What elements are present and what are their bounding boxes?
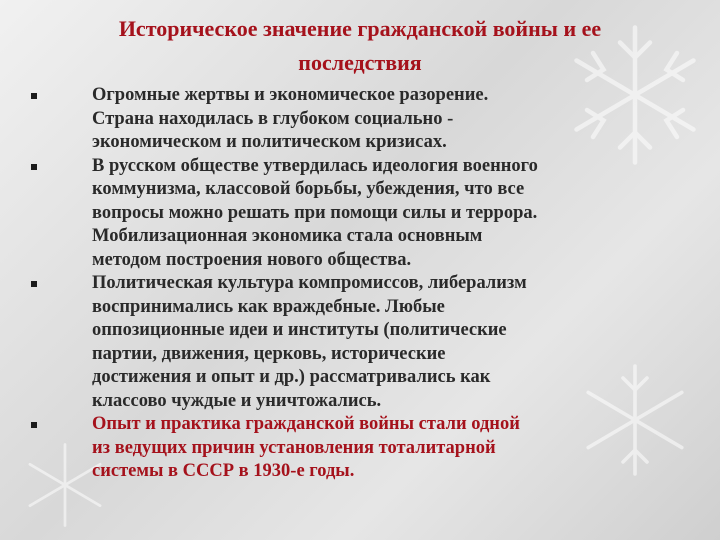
slide-title-line: последствия — [298, 50, 422, 75]
bullet-text-line: системы в СССР в 1930-е годы. — [92, 461, 355, 481]
bullet-text-line: Мобилизационная экономика стала основным — [92, 226, 483, 246]
bullet-text-line: экономическом и политическом кризисах. — [92, 132, 447, 152]
square-bullet-icon — [31, 93, 37, 99]
bullet-item-war-communism-ideology — [28, 155, 696, 273]
square-bullet-icon — [31, 164, 37, 170]
bullet-item-economic-ruin — [28, 84, 696, 155]
bullet-text-line: методом построения нового общества. — [92, 249, 412, 270]
bullet-item-totalitarian-system — [28, 413, 696, 484]
bullet-text-line: вопросы можно решать при помощи силы и террора. — [92, 202, 538, 223]
bullet-text-line: оппозиционные идеи и институты (политические — [92, 320, 507, 340]
slide-title — [30, 12, 690, 80]
square-bullet-icon — [31, 281, 37, 287]
bullet-list — [28, 84, 696, 484]
bullet-text-line: Страна находилась в глубоком социально - — [92, 108, 454, 129]
bullet-text-line: партии, движения, церковь, исторические — [92, 343, 446, 364]
slide-title-line: Историческое значение гражданской войны и ее — [118, 16, 602, 41]
bullet-text-line: достижения и опыт и др.) рассматривались как — [92, 367, 491, 387]
bullet-text-line: воспринимались как враждебные. Любые — [92, 296, 445, 317]
bullet-text-line: Политическая культура компромиссов, либерализм — [92, 273, 527, 293]
bullet-text-line: В русском обществе утвердилась идеология военного — [92, 155, 538, 176]
bullet-text-line: коммунизма, классовой борьбы, убеждения, что все — [92, 179, 525, 199]
bullet-text-line: Опыт и практика гражданской войны стали одной — [92, 414, 520, 434]
bullet-item-political-culture — [28, 272, 696, 413]
bullet-text-line: классово чуждые и уничтожались. — [92, 390, 382, 411]
square-bullet-icon — [31, 422, 37, 428]
bullet-text-line: из ведущих причин установления тоталитарной — [92, 437, 496, 458]
bullet-text-line: Огромные жертвы и экономическое разорение. — [92, 85, 489, 105]
